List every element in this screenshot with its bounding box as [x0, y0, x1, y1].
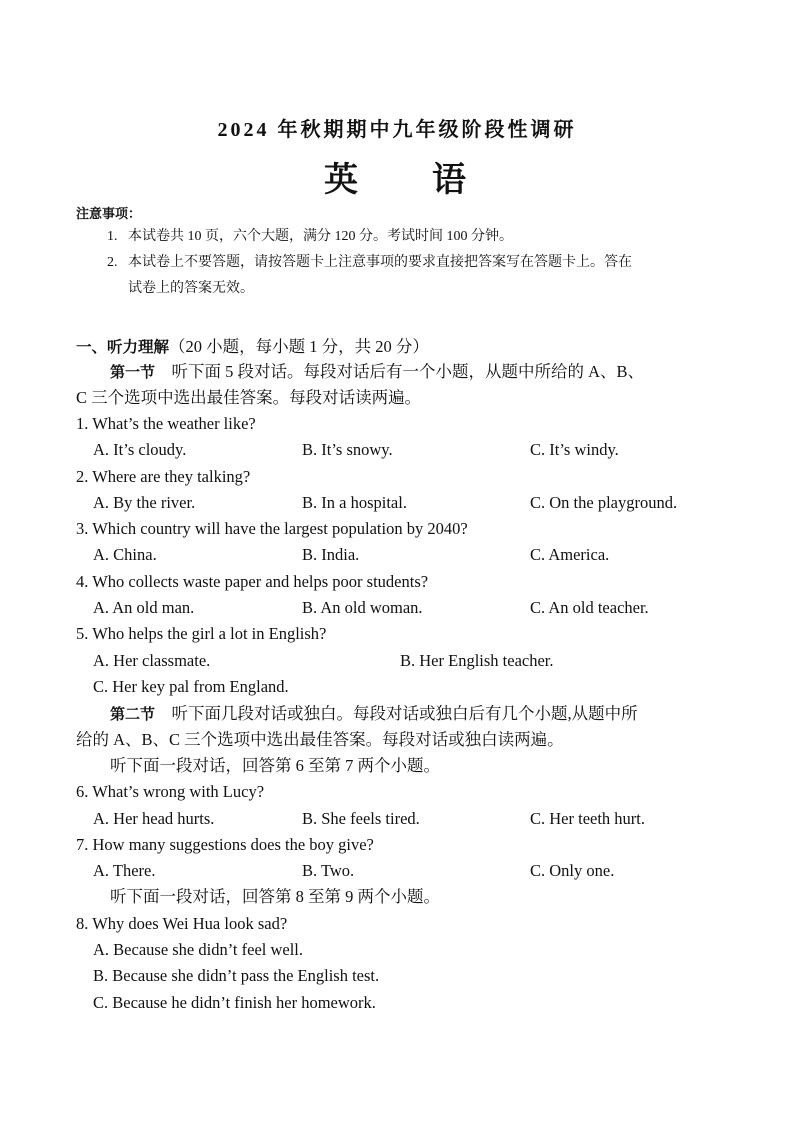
q3-option-c: C. America. — [530, 545, 610, 564]
q4-option-a: A. An old man. — [93, 598, 195, 617]
question-1: 1. What’s the weather like? — [76, 414, 256, 433]
q2-option-c: C. On the playground. — [530, 493, 678, 512]
q5-option-a: A. Her classmate. — [93, 651, 211, 670]
question-2: 2. Where are they talking? — [76, 467, 251, 486]
q8-option-b: B. Because she didn’t pass the English test. — [93, 966, 380, 985]
question-6: 6. What’s wrong with Lucy? — [76, 782, 265, 801]
q8-option-c: C. Because he didn’t finish her homework. — [93, 993, 376, 1012]
q3-option-b: B. India. — [302, 545, 360, 564]
question-3: 3. Which country will have the largest population by 2040? — [76, 519, 468, 538]
q4-option-b: B. An old woman. — [302, 598, 423, 617]
part2-instructions — [76, 701, 726, 753]
notes-heading: 注意事项： — [76, 207, 142, 222]
sub-instruction-6-7: 听下面一段对话，回答第 6 至第 7 两个小题。 — [110, 756, 440, 775]
subject-title — [0, 152, 794, 201]
part2-instr-line1: 听下面几段对话或独白。每段对话或独白后有几个小题,从题中所 — [155, 704, 638, 723]
q5-option-b: B. Her English teacher. — [400, 651, 554, 670]
subject-char-2: 语 — [432, 162, 470, 199]
note-text-continued: 试卷上的答案无效。 — [128, 281, 254, 296]
q6-option-b: B. She feels tired. — [302, 809, 420, 828]
q6-option-a: A. Her head hurts. — [93, 809, 215, 828]
subject-char-1: 英 — [324, 162, 362, 199]
q2-option-a: A. By the river. — [93, 493, 196, 512]
note-item-2 — [107, 250, 727, 302]
question-5: 5. Who helps the girl a lot in English? — [76, 624, 327, 643]
sub-instruction-8-9: 听下面一段对话，回答第 8 至第 9 两个小题。 — [110, 887, 440, 906]
question-4: 4. Who collects waste paper and helps poor students? — [76, 572, 429, 591]
exam-title: 2024 年秋期期中九年级阶段性调研 — [217, 119, 577, 141]
q2-option-b: B. In a hospital. — [302, 493, 407, 512]
q7-option-c: C. Only one. — [530, 861, 615, 880]
q5-option-c: C. Her key pal from England. — [93, 677, 289, 696]
note-item-1 — [107, 224, 727, 250]
q8-option-a: A. Because she didn’t feel well. — [93, 940, 304, 959]
q1-option-b: B. It’s snowy. — [302, 440, 393, 459]
part1-instr-line2: C 三个选项中选出最佳答案。每段对话读两遍。 — [76, 388, 422, 407]
q7-option-a: A. There. — [93, 861, 156, 880]
note-text: 本试卷上不要答题，请按答题卡上注意事项的要求直接把答案写在答题卡上。答在 — [128, 255, 632, 270]
q7-option-b: B. Two. — [302, 861, 355, 880]
q3-option-a: A. China. — [93, 545, 157, 564]
section-title-detail: （20 小题，每小题 1 分，共 20 分） — [169, 337, 429, 356]
note-number: 1. — [107, 229, 118, 244]
question-7: 7. How many suggestions does the boy give? — [76, 835, 374, 854]
q1-option-c: C. It’s windy. — [530, 440, 619, 459]
q4-option-c: C. An old teacher. — [530, 598, 649, 617]
question-8: 8. Why does Wei Hua look sad? — [76, 914, 288, 933]
section-heading — [76, 333, 429, 357]
note-number: 2. — [107, 255, 118, 270]
part2-instr-line2: 给的 A、B、C 三个选项中选出最佳答案。每段对话或独白读两遍。 — [76, 730, 564, 749]
q6-option-c: C. Her teeth hurt. — [530, 809, 646, 828]
part1-instructions — [76, 359, 726, 411]
part1-instr-line1: 听下面 5 段对话。每段对话后有一个小题，从题中所给的 A、B、 — [155, 362, 645, 381]
part2-label: 第二节 — [110, 705, 156, 723]
section-title: 一、听力理解 — [76, 338, 170, 356]
note-text: 本试卷共 10 页，六个大题，满分 120 分。考试时间 100 分钟。 — [128, 229, 513, 244]
q1-option-a: A. It’s cloudy. — [93, 440, 187, 459]
part1-label: 第一节 — [110, 363, 156, 381]
